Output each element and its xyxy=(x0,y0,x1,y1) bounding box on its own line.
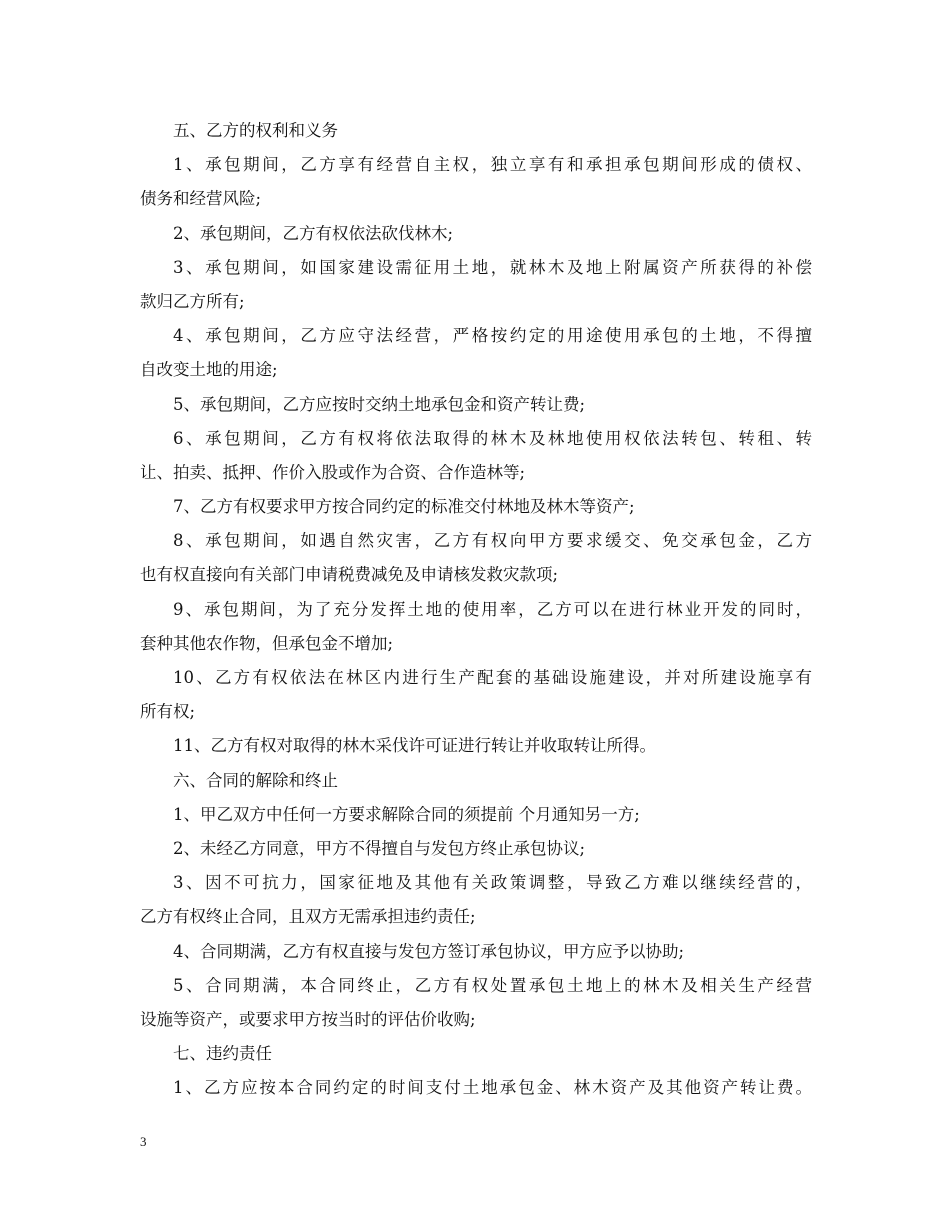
text-line: 10、乙方有权依法在林区内进行生产配套的基础设施建设，并对所建设施享有 xyxy=(173,668,812,687)
text-line: 6、承包期间，乙方有权将依法取得的林木及林地使用权依法转包、转租、转 xyxy=(173,428,812,448)
text-line: 设施等资产，或要求甲方按当时的评估价收购; xyxy=(140,1009,476,1029)
text-line: 2、未经乙方同意，甲方不得擅自与发包方终止承包协议; xyxy=(173,838,586,858)
page-number: 3 xyxy=(140,1134,147,1149)
text-line: 4、合同期满，乙方有权直接与发包方签订承包协议，甲方应予以协助; xyxy=(173,941,685,961)
text-line: 4、承包期间，乙方应守法经营，严格按约定的用途使用承包的土地，不得擅 xyxy=(173,326,812,346)
document-body xyxy=(140,114,812,1105)
text-line: 9、承包期间，为了充分发挥土地的使用率，乙方可以在进行林业开发的同时， xyxy=(173,599,812,619)
text-line: 债务和经营风险; xyxy=(140,189,262,209)
text-line: 2、承包期间，乙方有权依法砍伐林木; xyxy=(173,223,454,243)
text-line: 5、承包期间，乙方应按时交纳土地承包金和资产转让费; xyxy=(173,394,586,414)
text-line: 7、乙方有权要求甲方按合同约定的标准交付林地及林木等资产; xyxy=(173,497,635,517)
text-line: 1、承包期间，乙方享有经营自主权，独立享有和承担承包期间形成的债权、 xyxy=(173,155,812,175)
text-line: 五、乙方的权利和义务 xyxy=(173,121,338,140)
text-line: 3、承包期间，如国家建设需征用土地，就林木及地上附属资产所获得的补偿 xyxy=(173,257,812,277)
text-line: 七、违约责任 xyxy=(173,1044,272,1064)
text-line: 款归乙方所有; xyxy=(140,291,245,311)
text-line: 11、乙方有权对取得的林木采伐许可证进行转让并收取转让所得。 xyxy=(173,736,656,756)
text-line: 8、承包期间，如遇自然灾害，乙方有权向甲方要求缓交、免交承包金，乙方 xyxy=(173,531,812,551)
text-line: 六、合同的解除和终止 xyxy=(173,770,338,790)
text-line: 自改变土地的用途; xyxy=(140,360,278,380)
text-line: 也有权直接向有关部门申请税费减免及申请核发救灾款项; xyxy=(140,565,559,585)
text-line: 5、合同期满，本合同终止，乙方有权处置承包土地上的林木及相关生产经营 xyxy=(173,975,812,995)
text-line: 套种其他农作物，但承包金不增加; xyxy=(140,633,394,653)
text-line: 1、甲乙双方中任何一方要求解除合同的须提前 个月通知另一方; xyxy=(173,804,640,824)
text-line: 乙方有权终止合同，且双方无需承担违约责任; xyxy=(140,907,476,927)
text-line: 3、因不可抗力，国家征地及其他有关政策调整，导致乙方难以继续经营的， xyxy=(173,873,812,893)
text-line: 所有权; xyxy=(140,702,196,722)
text-line: 1、乙方应按本合同约定的时间支付土地承包金、林木资产及其他资产转让费。 xyxy=(173,1078,812,1098)
text-line: 让、拍卖、抵押、作价入股或作为合资、合作造林等; xyxy=(140,462,526,482)
